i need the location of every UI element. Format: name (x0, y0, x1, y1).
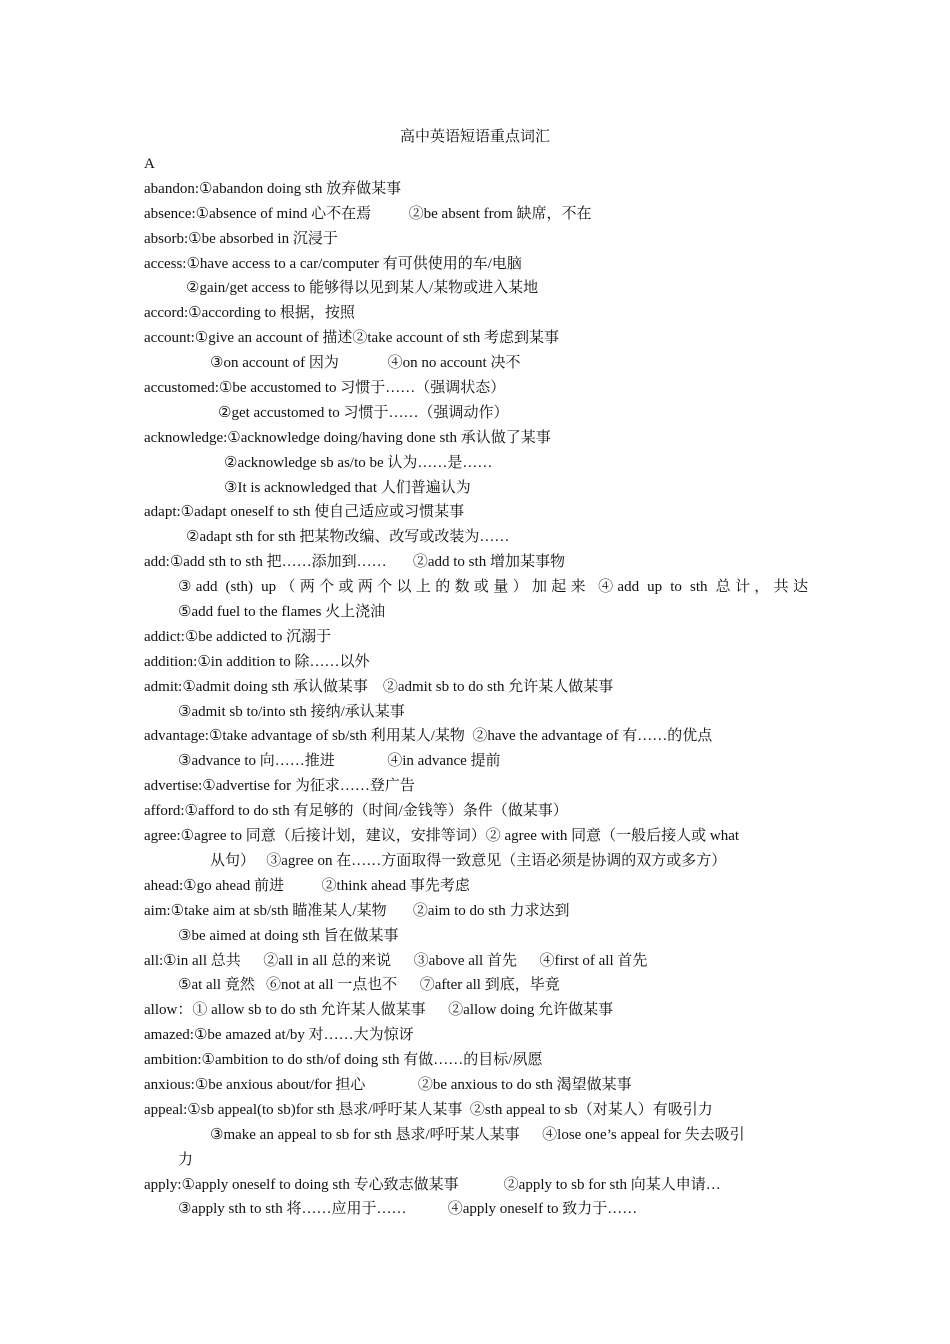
entry-account-cont: ③on account of 因为 ④on no account 决不 (210, 355, 521, 372)
vocabulary-list (144, 152, 808, 1222)
entry-account: account:①give an account of 描述②take account of sth 考虑到某事 (144, 330, 559, 347)
entry-apply: apply:①apply oneself to doing sth 专心致志做某事 ②apply to sb for sth 向某人申请… (144, 1176, 721, 1193)
entry-appeal: appeal:①sb appeal(to sb)for sth 恳求/呼吁某人某事 ②sth appeal to sb（对某人）有吸引力 (144, 1101, 713, 1118)
entry-adapt: adapt:①adapt oneself to sth 使自己适应或习惯某事 (144, 504, 465, 521)
entry-abandon: abandon:①abandon doing sth 放弃做某事 (144, 180, 402, 197)
entry-aim: aim:①take aim at sb/sth 瞄准某人/某物 ②aim to do sth 力求达到 (144, 902, 570, 919)
entry-amazed: amazed:①be amazed at/by 对……大为惊讶 (144, 1027, 414, 1044)
entry-acknowledge-cont-1: ②acknowledge sb as/to be 认为……是…… (224, 454, 493, 471)
entry-advantage-cont: ③advance to 向……推进 ④in advance 提前 (178, 753, 501, 770)
page-title: 高中英语短语重点词汇 (399, 129, 550, 145)
entry-advertise: advertise:①advertise for 为征求……登广告 (144, 778, 415, 795)
entry-access: access:①have access to a car/computer 有可供使用的车/电脑 (144, 255, 522, 272)
section-letter: A (144, 156, 155, 172)
entry-absorb: absorb:①be absorbed in 沉浸于 (144, 230, 338, 247)
entry-adapt-cont: ②adapt sth for sth 把某物改编、改写或改装为…… (186, 529, 510, 546)
entry-all-cont: ⑤at all 竟然 ⑥not at all 一点也不 ⑦after all 到底，毕竟 (178, 977, 560, 994)
entry-acknowledge-cont-2: ③It is acknowledged that 人们普遍认为 (224, 479, 471, 496)
entry-aim-cont: ③be aimed at doing sth 旨在做某事 (178, 927, 399, 944)
entry-afford: afford:①afford to do sth 有足够的（时间/金钱等）条件（做某事） (144, 803, 568, 820)
entry-access-cont: ②gain/get access to 能够得以见到某人/某物或进入某地 (186, 280, 539, 297)
entry-agree: agree:①agree to 同意（后接计划，建议，安排等词）② agree with 同意（一般后接人或 what (144, 828, 740, 845)
entry-agree-cont: 从句） ③agree on 在……方面取得一致意见（主语必须是协调的双方或多方） (210, 852, 727, 869)
entry-accustomed: accustomed:①be accustomed to 习惯于……（强调状态） (144, 380, 506, 397)
entry-apply-cont: ③apply sth to sth 将……应用于…… ④apply oneself to 致力于…… (178, 1201, 638, 1218)
entry-acknowledge: acknowledge:①acknowledge doing/having done sth 承认做了某事 (144, 429, 551, 446)
entry-addition: addition:①in addition to 除……以外 (144, 653, 370, 670)
entry-add-cont-2: ⑤add fuel to the flames 火上浇油 (178, 604, 386, 621)
entry-accord: accord:①according to 根据，按照 (144, 305, 355, 322)
entry-ahead: ahead:①go ahead 前进 ②think ahead 事先考虑 (144, 877, 470, 894)
entry-allow: allow：① allow sb to do sth 允许某人做某事 ②allow doing 允许做某事 (144, 1002, 614, 1019)
entry-appeal-cont-wrap: 力 (178, 1151, 194, 1168)
entry-add: add:①add sth to sth 把……添加到…… ②add to sth 增加某事物 (144, 554, 565, 571)
entry-accustomed-cont: ②get accustomed to 习惯于……（强调动作） (218, 404, 509, 421)
entry-anxious: anxious:①be anxious about/for 担心 ②be anxious to do sth 渴望做某事 (144, 1076, 632, 1093)
entry-add-cont-1: ③add (sth) up（两个或两个以上的数或量）加起来 ④add up to sth 总计，共达 (178, 579, 808, 596)
entry-admit-cont: ③admit sb to/into sth 接纳/承认某事 (178, 703, 405, 720)
entry-admit: admit:①admit doing sth 承认做某事 ②admit sb to do sth 允许某人做某事 (144, 678, 614, 695)
entry-advantage: advantage:①take advantage of sb/sth 利用某人/某物 ②have the advantage of 有……的优点 (144, 728, 713, 745)
entry-ambition: ambition:①ambition to do sth/of doing sth 有做……的目标/夙愿 (144, 1052, 543, 1069)
entry-all: all:①in all 总共 ②all in all 总的来说 ③above all 首先 ④first of all 首先 (144, 952, 648, 969)
entry-absence: absence:①absence of mind 心不在焉 ②be absent from 缺席，不在 (144, 205, 592, 222)
entry-appeal-cont: ③make an appeal to sb for sth 恳求/呼吁某人某事 ④lose one’s appeal for 失去吸引 (210, 1126, 745, 1143)
entry-addict: addict:①be addicted to 沉溺于 (144, 628, 332, 645)
